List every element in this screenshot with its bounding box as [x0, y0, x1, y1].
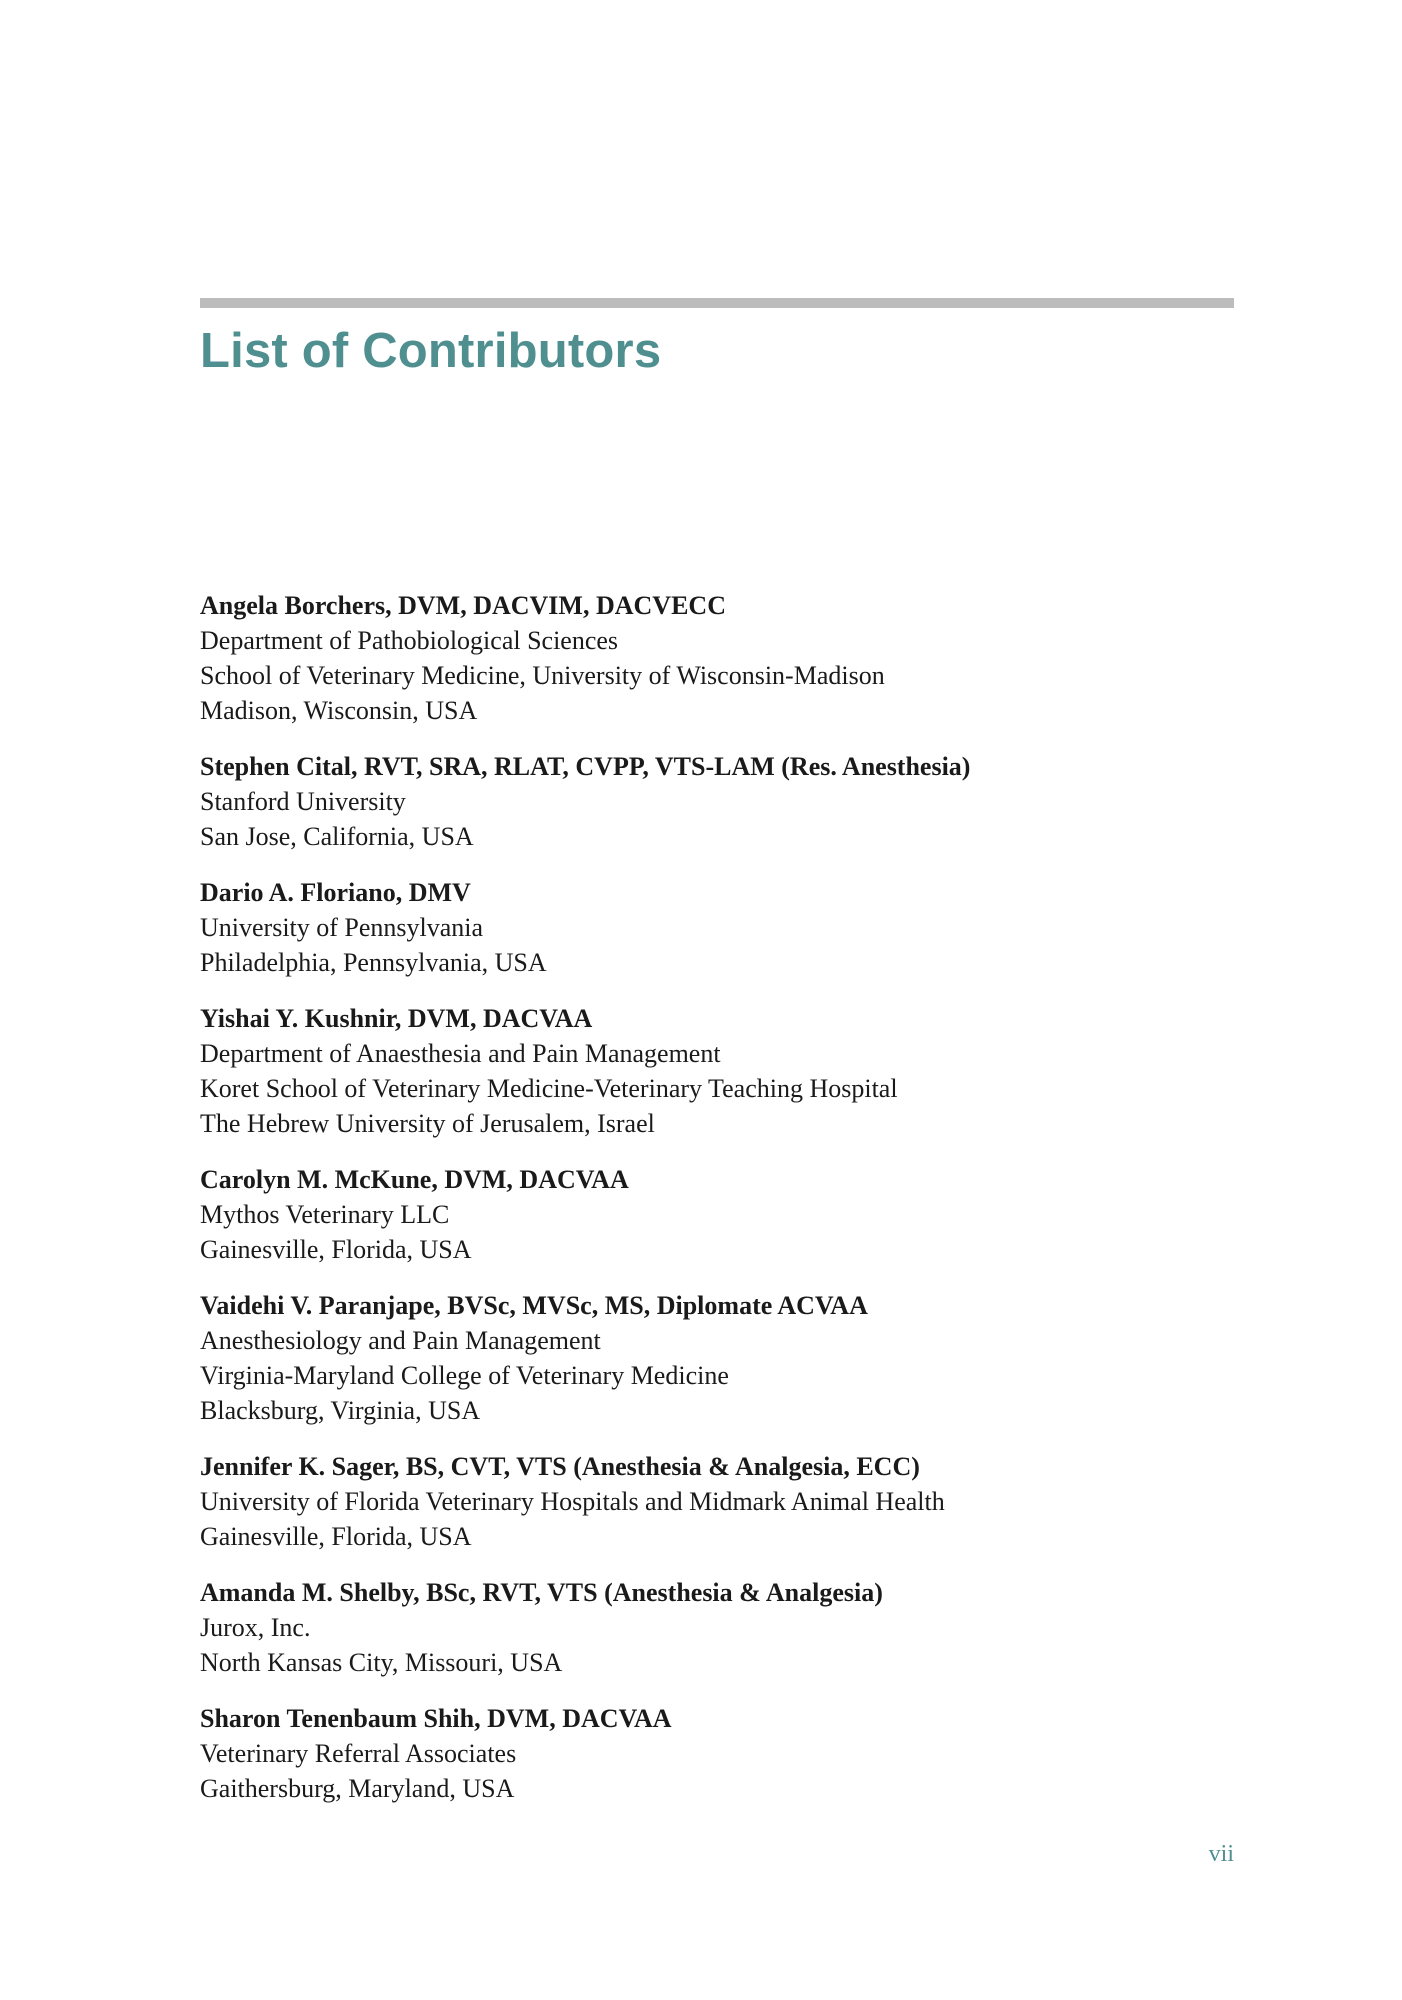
affiliation-line: Stanford University — [200, 787, 406, 816]
contributor-entry — [200, 1001, 1234, 1141]
affiliation-line: Jurox, Inc. — [200, 1613, 311, 1642]
affiliation-line: Virginia-Maryland College of Veterinary Medicine — [200, 1361, 729, 1390]
contributor-entry — [200, 588, 1234, 728]
contributor-entry — [200, 749, 1234, 854]
contributor-name: Carolyn M. McKune, DVM, DACVAA — [200, 1165, 629, 1194]
contributor-entry — [200, 1449, 1234, 1554]
contributor-name: Angela Borchers, DVM, DACVIM, DACVECC — [200, 591, 726, 620]
affiliation-line: University of Florida Veterinary Hospitals and Midmark Animal Health — [200, 1487, 945, 1516]
affiliation-line: Veterinary Referral Associates — [200, 1739, 517, 1768]
contributor-name: Yishai Y. Kushnir, DVM, DACVAA — [200, 1004, 593, 1033]
affiliation-line: Koret School of Veterinary Medicine-Veterinary Teaching Hospital — [200, 1074, 898, 1103]
affiliation-line: Department of Anaesthesia and Pain Management — [200, 1039, 721, 1068]
affiliation-line: Gaithersburg, Maryland, USA — [200, 1774, 515, 1803]
affiliation-line: Gainesville, Florida, USA — [200, 1235, 472, 1264]
contributor-entry — [200, 1701, 1234, 1806]
affiliation-line: San Jose, California, USA — [200, 822, 474, 851]
affiliation-line: The Hebrew University of Jerusalem, Israel — [200, 1109, 655, 1138]
chapter-rule — [200, 298, 1234, 308]
chapter-title: List of Contributors — [200, 324, 662, 378]
contributor-name: Stephen Cital, RVT, SRA, RLAT, CVPP, VTS-LAM (Res. Anesthesia) — [200, 752, 971, 781]
affiliation-line: Mythos Veterinary LLC — [200, 1200, 450, 1229]
affiliation-line: Anesthesiology and Pain Management — [200, 1326, 601, 1355]
contributor-name: Dario A. Floriano, DMV — [200, 878, 471, 907]
contributor-entry — [200, 875, 1234, 980]
affiliation-line: Gainesville, Florida, USA — [200, 1522, 472, 1551]
contributor-list — [200, 588, 1234, 1827]
contributor-name: Sharon Tenenbaum Shih, DVM, DACVAA — [200, 1704, 672, 1733]
contributor-name: Amanda M. Shelby, BSc, RVT, VTS (Anesthesia & Analgesia) — [200, 1578, 883, 1607]
page-number: vii — [1208, 1841, 1234, 1867]
contributor-name: Vaidehi V. Paranjape, BVSc, MVSc, MS, Diplomate ACVAA — [200, 1291, 868, 1320]
contributor-entry — [200, 1288, 1234, 1428]
contributor-name: Jennifer K. Sager, BS, CVT, VTS (Anesthesia & Analgesia, ECC) — [200, 1452, 920, 1481]
affiliation-line: School of Veterinary Medicine, University of Wisconsin-Madison — [200, 661, 885, 690]
affiliation-line: Madison, Wisconsin, USA — [200, 696, 478, 725]
affiliation-line: University of Pennsylvania — [200, 913, 484, 942]
affiliation-line: Philadelphia, Pennsylvania, USA — [200, 948, 547, 977]
affiliation-line: North Kansas City, Missouri, USA — [200, 1648, 563, 1677]
contributor-entry — [200, 1162, 1234, 1267]
affiliation-line: Department of Pathobiological Sciences — [200, 626, 619, 655]
contributor-entry — [200, 1575, 1234, 1680]
affiliation-line: Blacksburg, Virginia, USA — [200, 1396, 481, 1425]
